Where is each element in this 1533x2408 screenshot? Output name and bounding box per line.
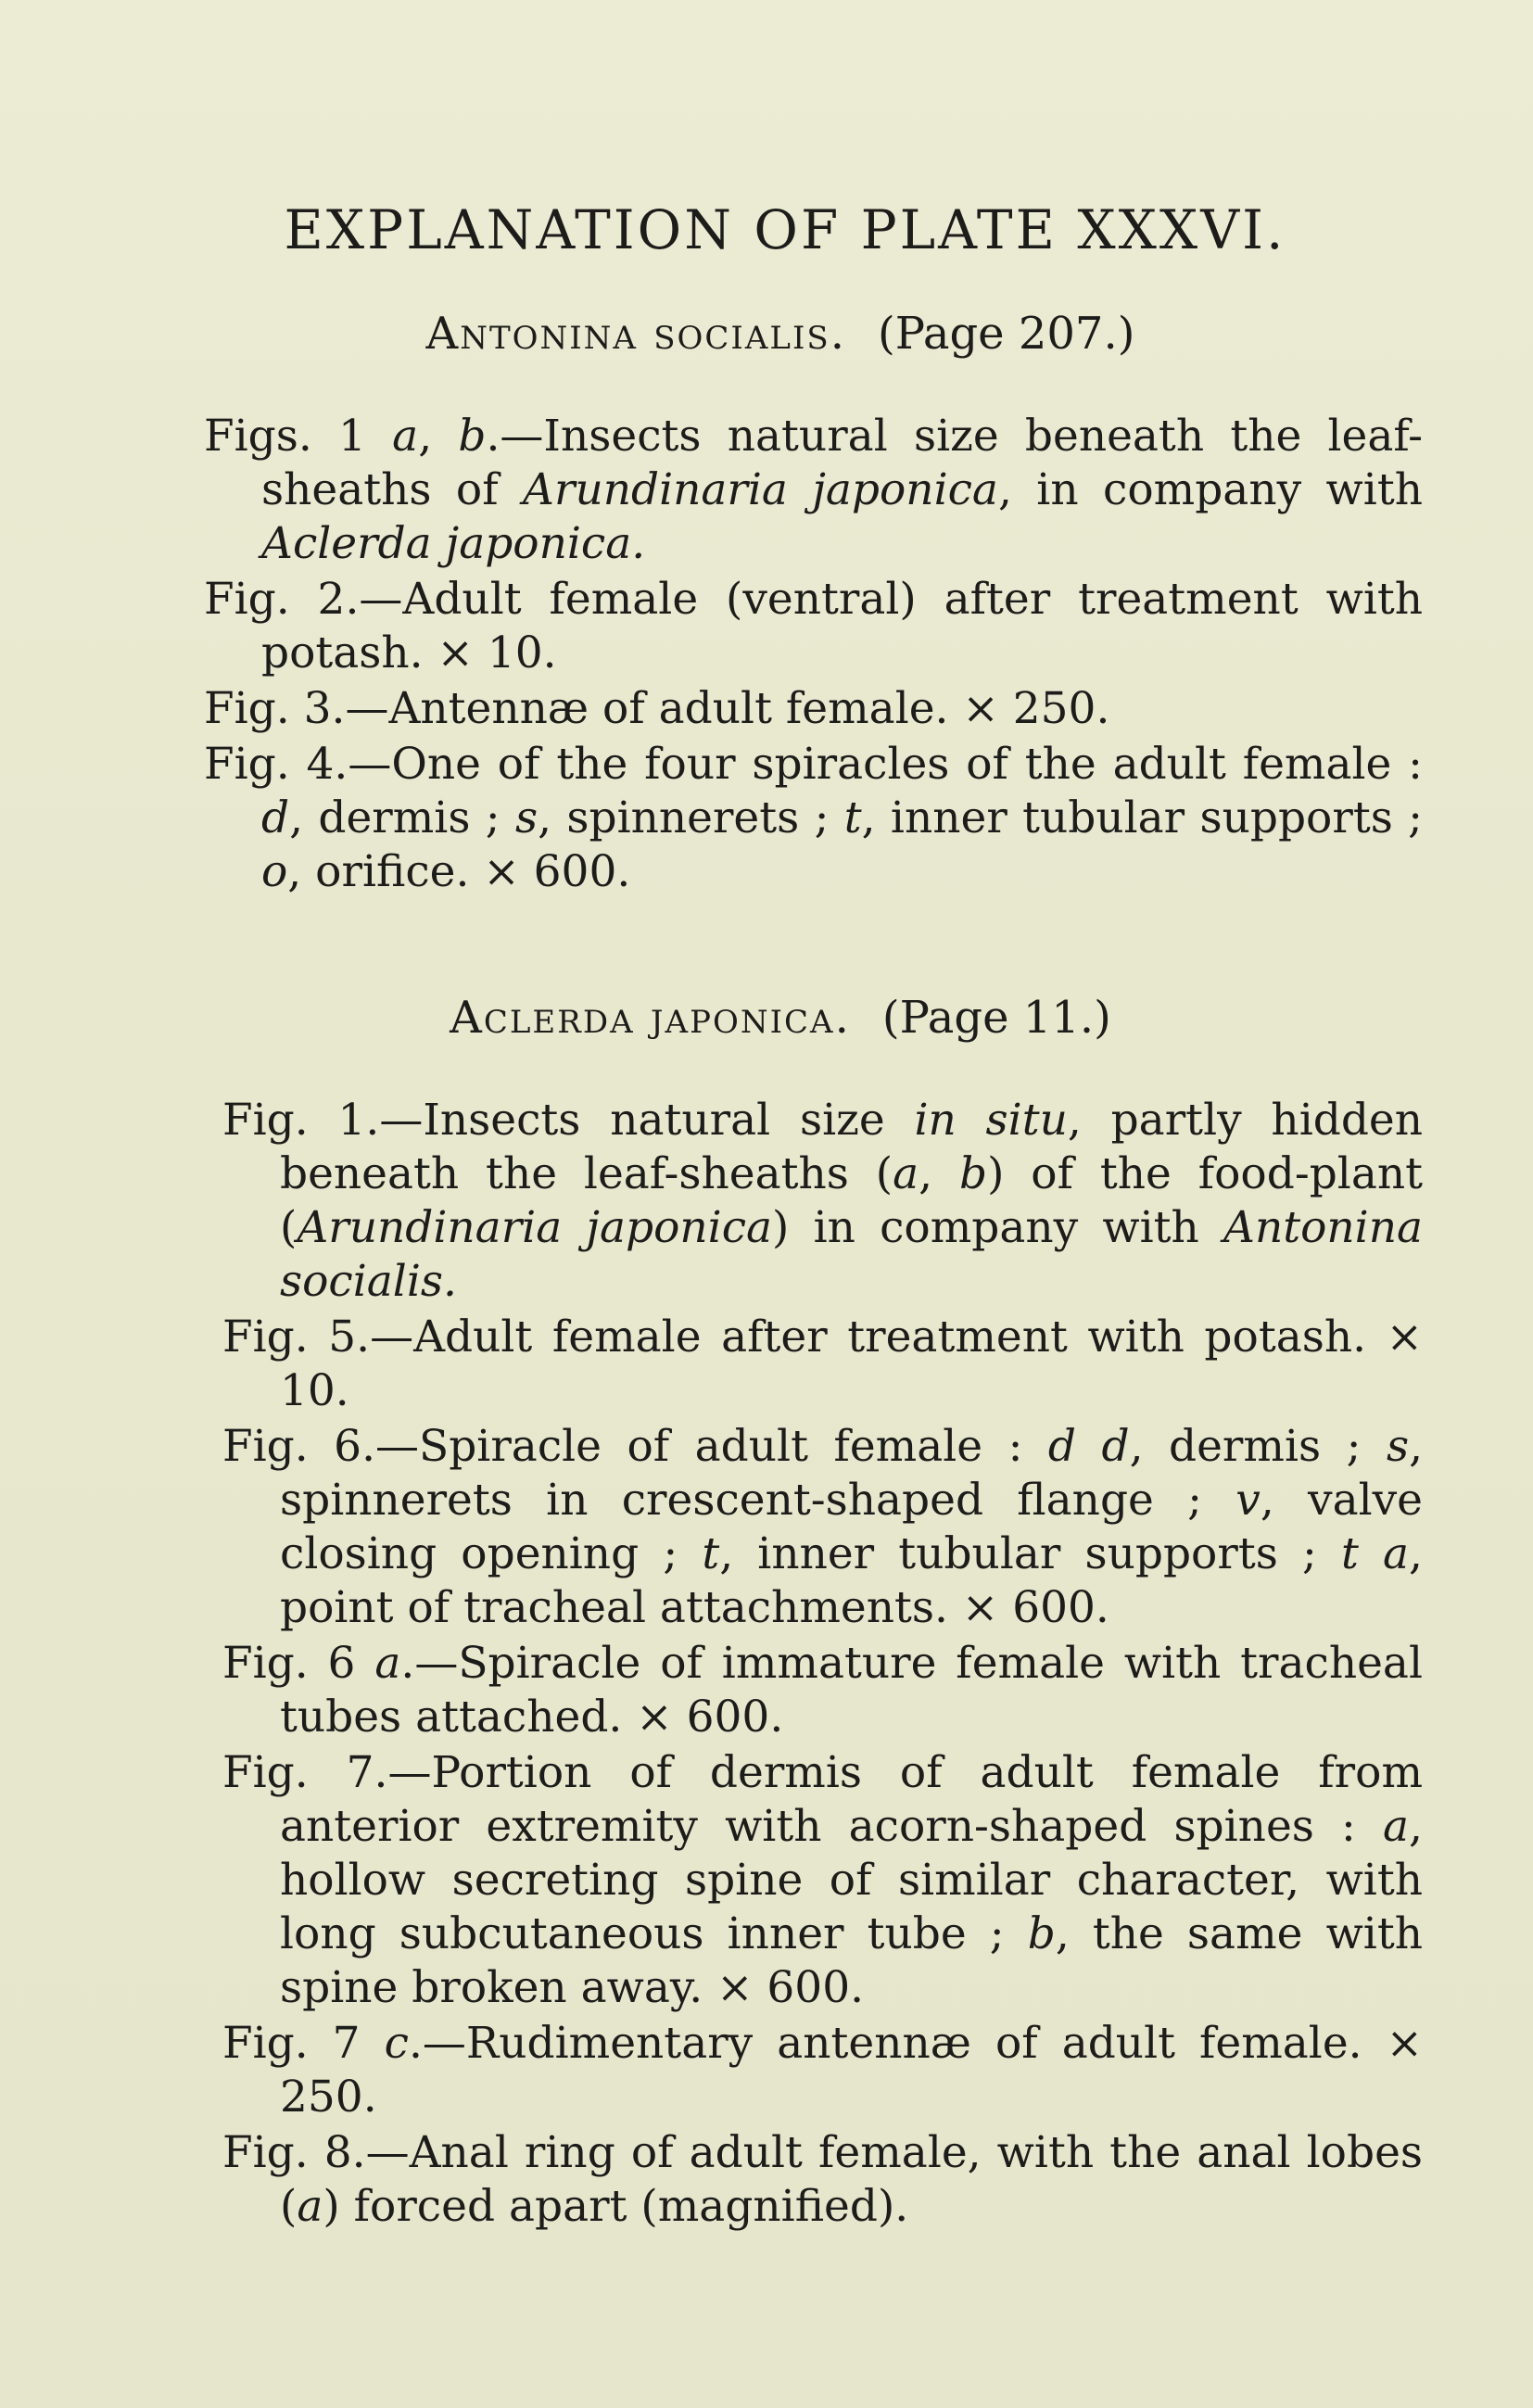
figure-label: Fig. 5. xyxy=(222,1312,371,1362)
caption-text: , inner tubular supports ; xyxy=(719,1528,1341,1579)
figure-label: Fig. 6. xyxy=(222,1421,376,1472)
section-heading-aclerda xyxy=(0,992,1533,1044)
caption-text: , xyxy=(418,411,459,462)
caption-text: —Spiracle of adult female : xyxy=(375,1421,1048,1472)
caption-text: .—Rudimentary antennæ of adult female. × 250. xyxy=(280,2018,1423,2123)
caption-text: —Anal ring of adult female, with the anal lobes ( xyxy=(280,2127,1424,2232)
caption-text: —Insects natural size xyxy=(379,1095,915,1146)
caption-text: ) in company with xyxy=(772,1202,1223,1253)
page-reference: (Page 207.) xyxy=(877,308,1135,360)
species-name: Antonina socialis. xyxy=(425,308,846,360)
caption-text: —Portion of dermis of adult female from anterior extremity with acorn-shaped spines : xyxy=(280,1747,1424,1852)
figure-entry xyxy=(204,738,1423,899)
figure-entry xyxy=(222,2017,1423,2124)
page-reference: (Page 11.) xyxy=(881,992,1111,1044)
figure-entry xyxy=(204,410,1423,571)
caption-text: , spinnerets in crescent-shaped flange ; xyxy=(280,1421,1424,1526)
italic-term: Arundinaria japonica xyxy=(297,1202,773,1253)
caption-text: , in company with xyxy=(997,464,1423,515)
italic-term: v xyxy=(1235,1475,1261,1526)
italic-term: a xyxy=(1383,1801,1410,1852)
figure-entry xyxy=(204,682,1423,736)
caption-text: .—Insects natural size beneath the leaf-sheaths of xyxy=(261,411,1423,515)
figure-label: Fig. 7. xyxy=(222,1747,388,1798)
caption-text: , partly hidden beneath the leaf-sheaths ( xyxy=(280,1095,1423,1199)
italic-term: d d xyxy=(1047,1421,1130,1472)
caption-text: , the same with spine broken away. × 600. xyxy=(280,1908,1423,2013)
caption-text: —Adult female (ventral) after treatment with potash. × 10. xyxy=(261,574,1424,678)
figure-label: Figs. 1 xyxy=(204,411,366,462)
figure-label: Fig. 3. xyxy=(204,683,346,734)
figure-entry xyxy=(222,1094,1423,1309)
caption-text: , dermis ; xyxy=(1129,1421,1387,1472)
italic-term: Aclerda japonica. xyxy=(261,518,646,569)
italic-term: o xyxy=(261,846,288,897)
italic-term: a xyxy=(392,411,419,462)
italic-term: a xyxy=(893,1148,919,1199)
figure-entry xyxy=(222,2126,1423,2234)
figure-label: Fig. 8. xyxy=(222,2127,366,2178)
figure-entry xyxy=(222,1746,1423,2015)
italic-term: b xyxy=(1027,1908,1056,1959)
caption-text: —Antennæ of adult female. × 250. xyxy=(345,683,1110,734)
italic-term: b xyxy=(958,1148,988,1199)
figure-label: Fig. 2. xyxy=(204,574,360,625)
italic-term: t xyxy=(843,792,862,843)
italic-term: a xyxy=(374,1638,401,1689)
caption-text: ) forced apart (magnified). xyxy=(323,2181,909,2232)
caption-text xyxy=(366,411,392,462)
caption-text: , valve closing opening ; xyxy=(280,1475,1423,1579)
italic-term: s xyxy=(1386,1421,1410,1472)
figure-label: Fig. 7 xyxy=(222,2018,385,2069)
caption-text: , inner tubular supports ; xyxy=(861,792,1423,843)
caption-text: , orifice. × 600. xyxy=(287,846,631,897)
figure-entry xyxy=(222,1637,1423,1744)
italic-term: t xyxy=(702,1528,720,1579)
page-title: EXPLANATION OF PLATE XXXVI. xyxy=(284,198,1286,261)
species-name: Aclerda japonica. xyxy=(450,992,851,1044)
italic-term: in situ xyxy=(914,1095,1068,1146)
italic-term: a xyxy=(297,2181,323,2232)
caption-text: —One of the four spiracles of the adult female : xyxy=(348,739,1424,790)
caption-text: , hollow secreting spine of similar character, with long subcutaneous inner tube ; xyxy=(280,1801,1423,1959)
italic-term: Arundinaria japonica xyxy=(523,464,998,515)
italic-term: b xyxy=(458,411,487,462)
caption-text: —Adult female after treatment with potash. × 10. xyxy=(280,1312,1424,1416)
figure-list-antonina xyxy=(204,410,1423,901)
figure-entry xyxy=(204,573,1423,680)
figure-entry xyxy=(222,1311,1423,1418)
italic-term: s xyxy=(514,792,538,843)
italic-term: Antonina socialis. xyxy=(280,1202,1423,1307)
italic-term: c xyxy=(384,2018,409,2069)
caption-text: , xyxy=(919,1148,959,1199)
caption-text: , dermis ; xyxy=(289,792,515,843)
caption-text: , spinnerets ; xyxy=(538,792,844,843)
figure-label: Fig. 1. xyxy=(222,1095,380,1146)
italic-term: t a xyxy=(1340,1528,1410,1579)
figure-label: Fig. 6 xyxy=(222,1638,375,1689)
figure-list-aclerda xyxy=(222,1094,1423,2236)
section-heading-antonina xyxy=(0,308,1533,360)
caption-text: .—Spiracle of immature female with tracheal tubes attached. × 600. xyxy=(280,1638,1423,1743)
figure-label: Fig. 4. xyxy=(204,739,348,790)
caption-text: ) of the food-plant ( xyxy=(280,1148,1423,1253)
figure-entry xyxy=(222,1420,1423,1635)
italic-term: d xyxy=(261,792,290,843)
caption-text: , point of tracheal attachments. × 600. xyxy=(280,1528,1423,1633)
